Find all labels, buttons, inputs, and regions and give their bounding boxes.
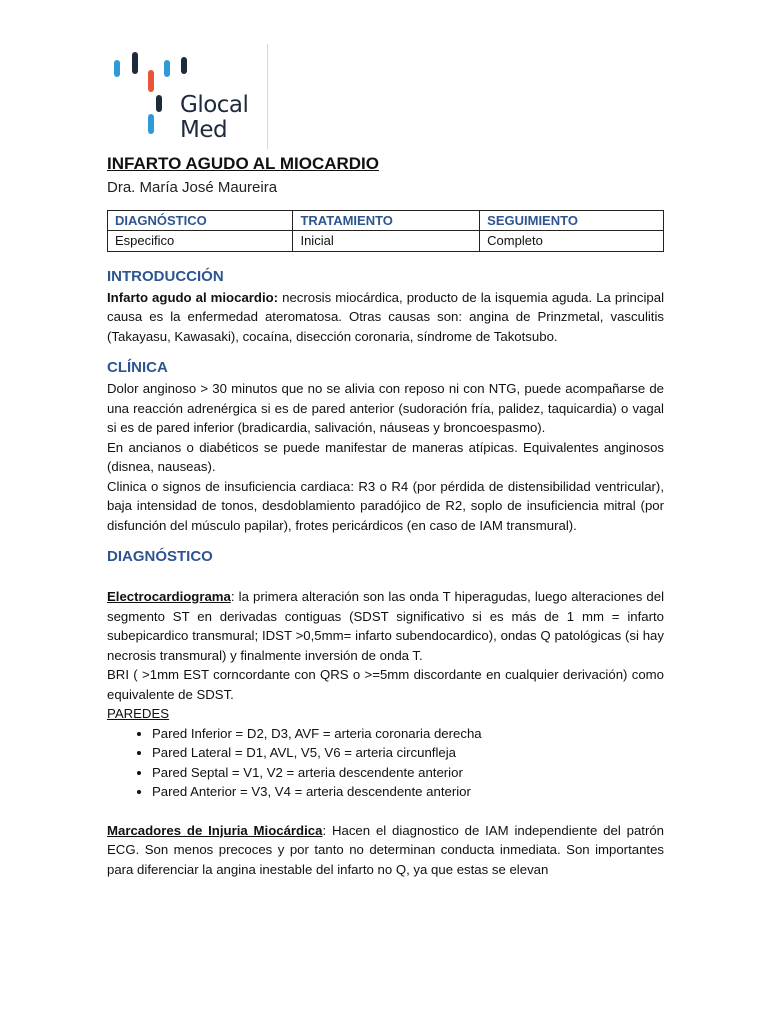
list-item: • Pared Inferior = D2, D3, AVF = arteria coronaria derecha xyxy=(152,724,664,744)
section-heading-clinica: CLÍNICA xyxy=(107,359,168,376)
list-item: • Pared Lateral = D1, AVL, V5, V6 = arteria circunfleja xyxy=(152,743,664,763)
author-name: Dra. María José Maureira xyxy=(107,179,278,196)
section-heading-introduccion: INTRODUCCIÓN xyxy=(107,267,224,285)
logo-word-med: Med xyxy=(180,117,228,143)
table-cell: Inicial xyxy=(293,231,480,252)
ecg-paragraph xyxy=(107,587,664,665)
table-header-cell: DIAGNÓSTICO xyxy=(108,210,293,231)
document-title: INFARTO AGUDO AL MIOCARDIO xyxy=(107,154,379,173)
bri-paragraph: BRI ( >1mm EST corncordante con QRS o >=5mm discordante en cualquier derivación) como equivalente de SDST. xyxy=(107,667,664,702)
table-cell: Especifico xyxy=(108,231,293,252)
document-content xyxy=(107,152,664,879)
intro-term: Infarto agudo al miocardio: xyxy=(107,289,279,305)
clinica-paragraph: Dolor anginoso > 30 minutos que no se alivia con reposo ni con NTG, puede acompañarse de una reacción adrenérgica si es de pared anterior (sudoración fría, palidez, taquicardia) o vagal si es de pared inferior (bradicardia, salivación, náuseas y broncoespasmo). xyxy=(107,381,664,435)
table-header-cell: TRATAMIENTO xyxy=(293,210,480,231)
intro-text: necrosis miocárdica, producto de la isquemia aguda. La principal causa es la enfermedad ateromatosa. Otras causas son: angina de Prinzmetal, vasculitis (Takayasu, Kawasaki), cocaína, disección coronaria, síndrome de Takotsubo. xyxy=(107,289,664,344)
table-cell: Completo xyxy=(480,231,664,252)
intro-paragraph xyxy=(107,288,664,347)
clinica-paragraph: En ancianos o diabéticos se puede manifestar de maneras atípicas. Equivalentes anginosos (disnea, nauseas). xyxy=(107,439,664,474)
classification-table xyxy=(107,210,664,252)
paredes-list xyxy=(107,724,664,802)
ecg-text: : la primera alteración son las onda T hiperagudas, luego alteraciones del segmento ST en derivadas contiguas (SDST significativo si es más de 1 mm = infarto subepicardico transmural; IDST >0,5mm= infarto subendocardico), ondas Q patológicas (si hay necrosis transmural) y finalmente inversión de onda T. xyxy=(107,589,664,663)
clinica-paragraph: Clinica o signos de insuficiencia cardiaca: R3 o R4 (por pérdida de distensibilidad ventricular), baja intensidad de tonos, desdoblamiento paradójico de R2, soplo de insuficiencia mitral (por disfunción del músculo papilar), frotes pericárdicos (en caso de IAM transmural). xyxy=(107,478,664,533)
section-heading-diagnostico: DIAGNÓSTICO xyxy=(107,548,213,565)
logo-wordmark xyxy=(180,93,248,143)
list-item: • Pared Anterior = V3, V4 = arteria descendente anterior xyxy=(152,782,664,802)
glocalmed-logo xyxy=(107,44,268,150)
ecg-term: Electrocardiograma xyxy=(107,589,231,604)
list-item: • Pared Septal = V1, V2 = arteria descendente anterior xyxy=(152,763,664,783)
marcadores-term: Marcadores de Injuria Miocárdica xyxy=(107,822,323,838)
marcadores-paragraph xyxy=(107,821,664,880)
table-header-cell: SEGUIMIENTO xyxy=(480,210,664,231)
paredes-label: PAREDES xyxy=(107,706,170,721)
marcadores-text: : Hacen el diagnostico de IAM independiente del patrón ECG. Son menos precoces y por tanto no determinan conducta inmediata. Son importantes para diferenciar la angina inestable del infarto no Q, ya que estas se elevan xyxy=(107,822,664,877)
table-row xyxy=(108,231,664,252)
table-header-row xyxy=(108,210,664,231)
logo-word-glocal: Glocal xyxy=(180,92,249,118)
